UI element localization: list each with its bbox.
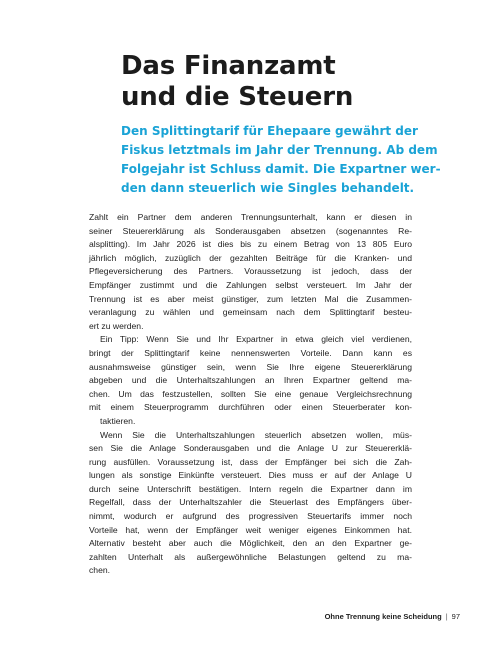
lead-line: den dann steuerlich wie Singles behandelt. — [121, 181, 415, 195]
page-footer — [325, 612, 460, 622]
body-line: bringt der Splittingtarif keine nennenswerten Vorteile. Dann kann es — [89, 347, 412, 358]
body-line: durch seine Unterschrift bestätigen. Intern regeln die Expartner dann im — [89, 483, 412, 494]
body-line: seiner Steuererklärung als Sonderausgaben absetzen (sogenanntes Re- — [89, 225, 412, 236]
chapter-heading — [121, 51, 461, 113]
body-line: sen Sie die Anlage Sonderausgaben und die Anlage U zur Steuererklä- — [89, 443, 412, 454]
body-line: zahlten Unterhalt als außergewöhnliche Belastungen geltend zu ma- — [89, 551, 412, 562]
body-line: ert zu werden. — [89, 320, 144, 331]
body-line: chen. — [89, 565, 111, 576]
body-line: alsplitting). Im Jahr 2026 ist dies bis zu einem Betrag von 13 805 Euro — [89, 239, 412, 250]
body-line: Trennung ist es aber meist günstiger, zum letzten Mal die Zusammen- — [89, 293, 412, 304]
body-line: lungen als sonstige Einkünfte versteuert. Dies muss er auf der Anlage U — [89, 470, 412, 481]
footer-chapter-title: Ohne Trennung keine Scheidung — [324, 612, 442, 621]
lead-paragraph — [121, 122, 466, 198]
body-line: mit einem Steuerprogramm durchführen oder einen Steuerberater kon- — [89, 402, 412, 413]
body-text — [89, 211, 412, 578]
heading-line: Das Finanzamt — [121, 51, 336, 81]
page-number: 97 — [451, 612, 460, 621]
body-line: veranlagung zu wählen und gemeinsam nach dem Splittingtarif besteu- — [89, 307, 412, 318]
body-line: jährlich möglich, zuzüglich der gezahlten Beiträge für die Kranken- und — [89, 252, 412, 263]
body-line: ausnahmsweise günstiger sein, wenn Sie Ihre eigene Steuererklärung — [89, 361, 412, 372]
body-line: chen. Um das festzustellen, sollten Sie eine genaue Vergleichsrechnung — [89, 388, 412, 399]
body-line: nimmt, wodurch er aufgrund des progressiven Steuertarifs immer noch — [89, 511, 412, 522]
body-line: abgeben und die Unterhaltszahlungen an Ihren Expartner geltend ma- — [89, 375, 412, 386]
body-line: Pflegeversicherung des Partners. Voraussetzung ist jedoch, dass der — [89, 266, 412, 277]
lead-line: Folgejahr ist Schluss damit. Die Expartner wer- — [121, 162, 441, 176]
lead-line: Fiskus letztmals im Jahr der Trennung. Ab dem — [121, 143, 438, 157]
lead-line: Den Splittingtarif für Ehepaare gewährt der — [121, 124, 418, 138]
body-line: rung ausfüllen. Voraussetzung ist, dass der Empfänger bei sich die Zah- — [89, 456, 412, 467]
body-line: taktieren. — [100, 415, 136, 426]
body-line: Empfänger zustimmt und die Zahlungen selbst versteuert. Im Jahr der — [89, 279, 412, 290]
body-line: Alternativ besteht aber auch die Möglichkeit, den an den Expartner ge- — [89, 538, 412, 549]
body-line: Regelfall, dass der Unterhaltszahler die Steuerlast des Empfängers über- — [89, 497, 412, 508]
body-line: Zahlt ein Partner dem anderen Trennungsunterhalt, kann er diesen in — [89, 212, 412, 222]
body-line: Vorteile hat, wenn der Empfänger weit weniger eigenes Einkommen hat. — [89, 524, 412, 535]
body-line: Wenn Sie die Unterhaltszahlungen steuerlich absetzen wollen, müs- — [100, 429, 412, 440]
heading-line: und die Steuern — [121, 82, 354, 112]
body-line: Ein Tipp: Wenn Sie und Ihr Expartner in etwa gleich viel verdienen, — [100, 334, 412, 345]
footer-separator: | — [445, 612, 448, 621]
